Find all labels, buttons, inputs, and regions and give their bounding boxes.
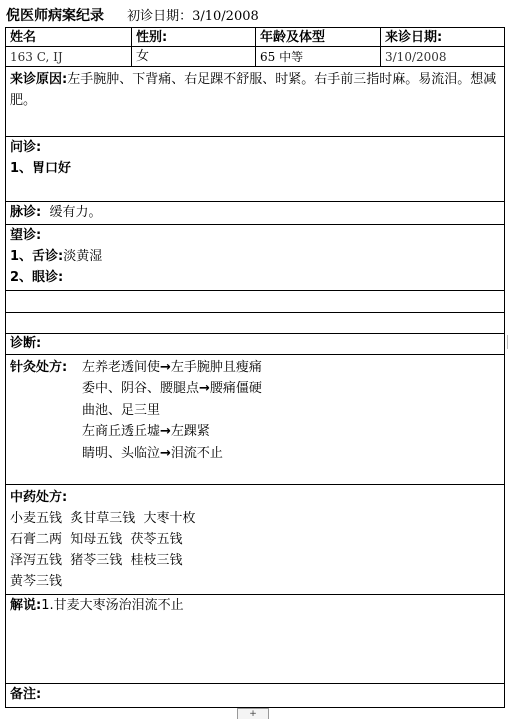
visit-reason-label: 来诊原因: [10, 72, 68, 87]
inquiry-item: 1、胃口好 [10, 161, 72, 176]
treatment-effect: 腰痛僵硬 [209, 381, 262, 396]
visit-reason-text: 左手腕肿、下背痛、右足踝不舒服、时紧。右手前三指时麻。易流泪。想减肥。 [10, 72, 497, 108]
acupuncture-line [82, 358, 262, 378]
visit-reason [10, 69, 500, 111]
pulse-diagnosis [10, 203, 101, 223]
age-build-label: 年龄及体型 [260, 30, 326, 45]
name-label: 姓名 [10, 30, 37, 45]
rule [6, 136, 504, 137]
pulse-label: 脉诊: [10, 205, 42, 220]
age-build-value: 65 中等 [260, 50, 304, 64]
herbal-line: 黄芩三钱 [10, 574, 63, 589]
arrow-right-icon: → [199, 381, 210, 396]
acupuncture-label: 针灸处方: [10, 360, 68, 375]
herbal-line: 小麦五钱 炙甘草三钱 大枣十枚 [10, 511, 196, 526]
treatment-effect: 左踝紧 [170, 424, 210, 439]
col-divider [255, 28, 256, 66]
rule [6, 201, 504, 202]
acupoints: 委中、阴谷、腰腿点 [82, 381, 200, 396]
arrow-right-icon: → [160, 424, 171, 439]
rule [6, 290, 504, 291]
treatment-effect: 泪流不止 [170, 446, 223, 461]
notes-label: 备注: [10, 687, 42, 702]
inquiry-label: 问诊: [10, 140, 42, 155]
acupuncture-line [82, 379, 262, 399]
record-header [6, 5, 506, 25]
patient-name-value: 163 C, IJ [10, 50, 63, 64]
acupuncture-line [82, 444, 223, 464]
pulse-text: 缓有力。 [49, 205, 102, 220]
acupoints: 睛明、头临泣 [82, 446, 161, 461]
eye-diagnosis-label: 2、眼诊: [10, 270, 64, 285]
tongue-text: 淡黄湿 [63, 249, 103, 264]
gender-value: 女 [136, 49, 150, 64]
acupuncture-line [82, 401, 160, 421]
acupoints: 左商丘透丘墟 [82, 424, 161, 439]
arrow-right-icon: → [160, 360, 171, 375]
explanation-text: 1.甘麦大枣汤治泪流不止 [41, 598, 184, 613]
herbal-line: 泽泻五钱 猪苓三钱 桂枝三钱 [10, 553, 183, 568]
acupoints: 左养老透间使 [82, 360, 161, 375]
herbal-label: 中药处方: [10, 490, 68, 505]
acupuncture-line [82, 422, 210, 442]
gender-label: 性别: [136, 30, 168, 45]
rule [6, 224, 504, 225]
rule [6, 333, 504, 334]
record-title: 倪医师病案纪录 [6, 8, 104, 24]
treatment-effect: 左手腕肿且瘦痛 [170, 360, 262, 375]
first-visit-date: 初诊日期：3/10/2008 [127, 9, 259, 24]
tongue-label: 1、舌诊: [10, 249, 64, 264]
visit-date-value: 3/10/2008 [385, 50, 447, 64]
herbal-line: 石膏二两 知母五钱 茯苓五钱 [10, 532, 183, 547]
rule [6, 354, 504, 355]
arrow-right-icon: → [160, 446, 171, 461]
rule [6, 683, 504, 684]
explanation [10, 596, 184, 616]
rule [6, 594, 504, 595]
tongue-diagnosis [10, 247, 102, 267]
col-divider [380, 28, 381, 66]
record-table [5, 27, 505, 708]
inspection-label: 望诊: [10, 228, 42, 243]
rule [6, 484, 504, 485]
table-add-row-handle[interactable]: + [237, 708, 269, 719]
margin-marker [507, 335, 511, 349]
visit-date-label: 来诊日期: [385, 30, 443, 45]
acupoints: 曲池、足三里 [82, 403, 161, 418]
col-divider [131, 28, 132, 66]
explanation-label: 解说: [10, 598, 42, 613]
rule [6, 312, 504, 313]
diagnosis-label: 诊断: [10, 336, 42, 351]
